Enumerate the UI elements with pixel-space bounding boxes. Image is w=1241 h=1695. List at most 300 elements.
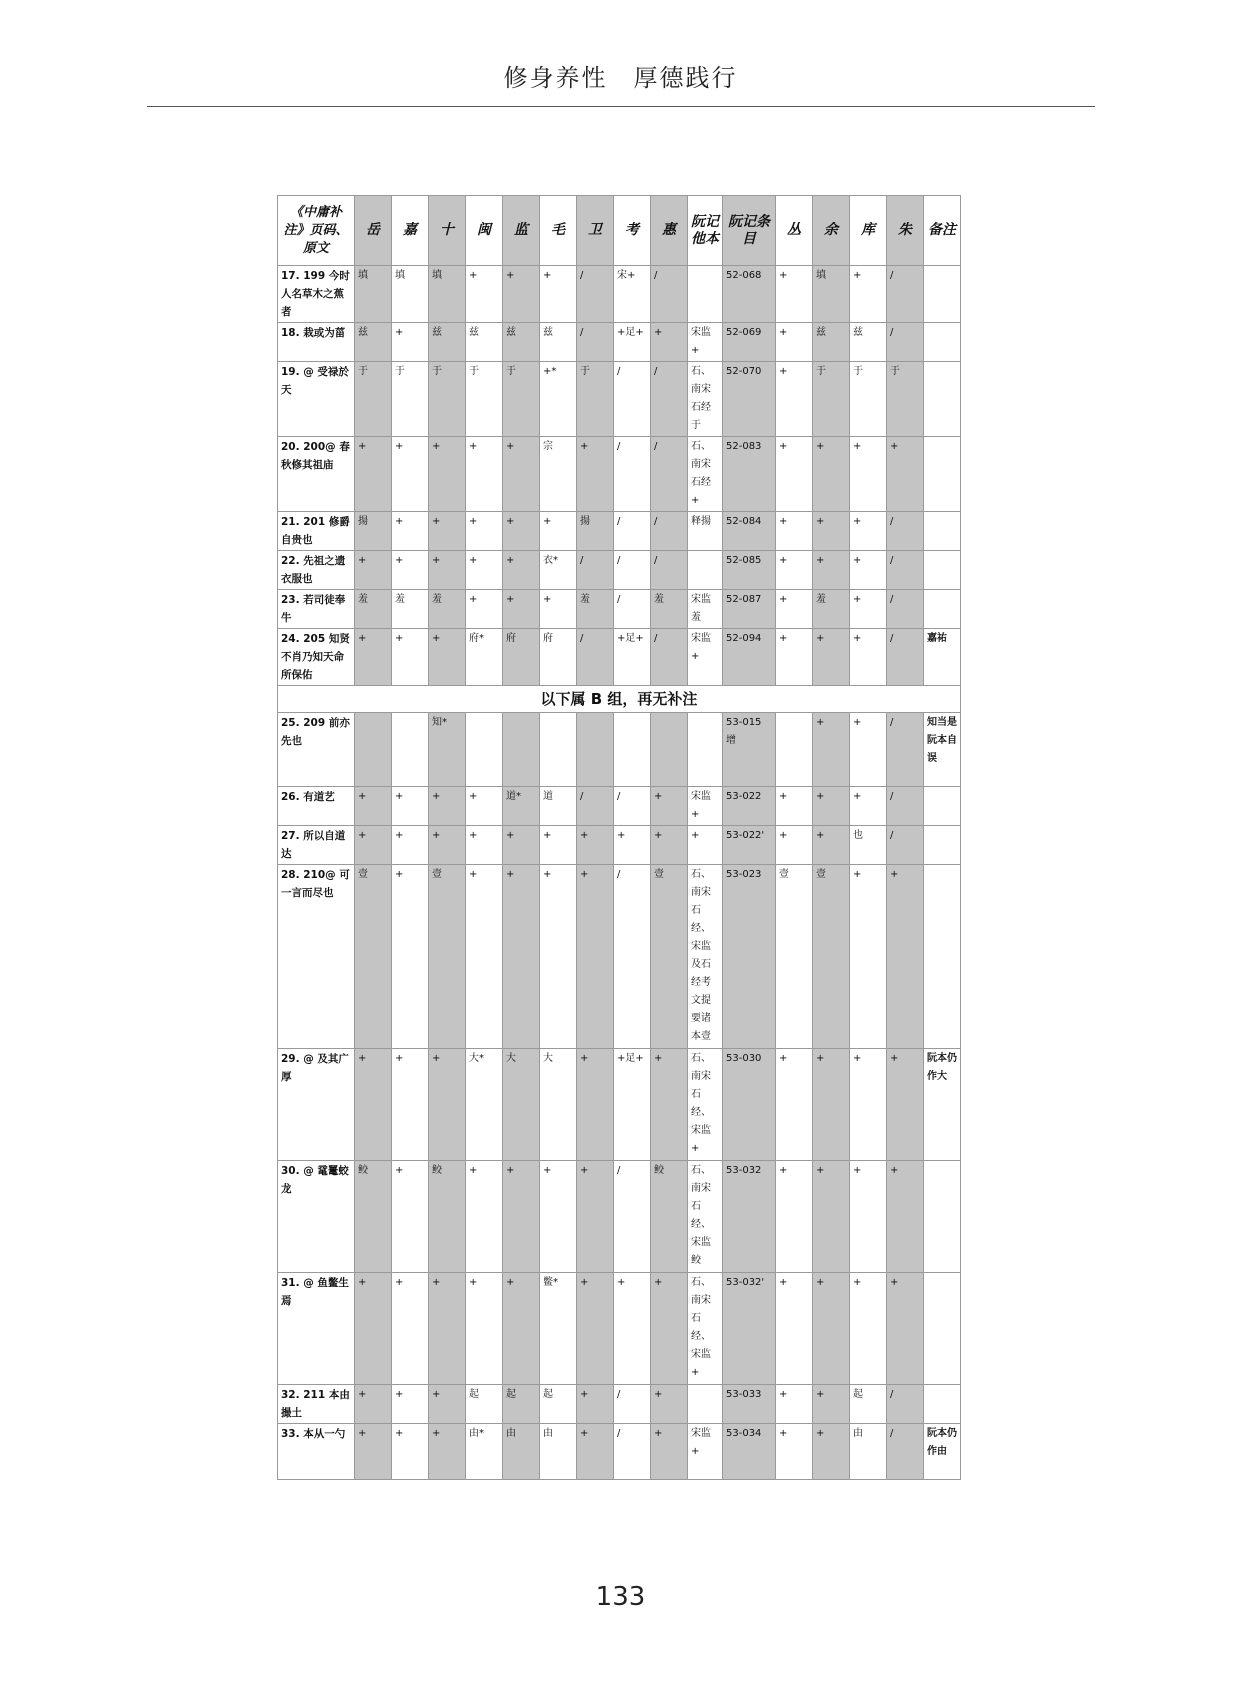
collation-cell: / xyxy=(651,512,688,551)
collation-cell: + xyxy=(503,826,540,865)
collation-cell: + xyxy=(577,1424,614,1480)
collation-cell: + xyxy=(392,551,429,590)
collation-cell: + xyxy=(813,551,850,590)
note-cell xyxy=(924,362,961,437)
collation-cell: 于 xyxy=(887,362,924,437)
table-row xyxy=(278,1273,961,1385)
note-cell xyxy=(924,1161,961,1273)
collation-cell: + xyxy=(540,1161,577,1273)
collation-cell: + xyxy=(540,512,577,551)
collation-cell: 羞 xyxy=(577,590,614,629)
collation-cell: 壹 xyxy=(813,865,850,1049)
note-cell xyxy=(924,437,961,512)
collation-cell: / xyxy=(614,437,651,512)
collation-cell: + xyxy=(850,512,887,551)
column-header: 余 xyxy=(813,196,850,266)
entry-cell: 24. 205 知贤不肖乃知天命所保佑 xyxy=(278,629,355,686)
collation-cell: 宋+ xyxy=(614,266,651,323)
collation-cell: 大 xyxy=(503,1049,540,1161)
collation-cell: 宋监+ xyxy=(688,323,723,362)
collation-cell: + xyxy=(887,1273,924,1385)
collation-cell: + xyxy=(776,1273,813,1385)
collation-cell: / xyxy=(651,266,688,323)
entry-cell: 27. 所以自道达 xyxy=(278,826,355,865)
collation-cell: + xyxy=(776,266,813,323)
collation-cell: + xyxy=(614,826,651,865)
collation-cell: / xyxy=(577,551,614,590)
table-row xyxy=(278,1049,961,1161)
column-header: 惠 xyxy=(651,196,688,266)
collation-cell: 释揚 xyxy=(688,512,723,551)
collation-cell: + xyxy=(429,1049,466,1161)
collation-cell: + xyxy=(503,1273,540,1385)
collation-cell: + xyxy=(429,826,466,865)
collation-cell: 53-023 xyxy=(723,865,776,1049)
column-header: 监 xyxy=(503,196,540,266)
collation-cell: + xyxy=(850,437,887,512)
collation-cell: + xyxy=(776,590,813,629)
table-row xyxy=(278,323,961,362)
collation-cell: + xyxy=(392,437,429,512)
collation-cell: 兹 xyxy=(540,323,577,362)
collation-cell: + xyxy=(850,787,887,826)
collation-cell: + xyxy=(887,1161,924,1273)
note-cell xyxy=(924,266,961,323)
note-cell xyxy=(924,512,961,551)
collation-cell: 兹 xyxy=(466,323,503,362)
collation-cell: 府* xyxy=(466,629,503,686)
entry-cell: 26. 有道艺 xyxy=(278,787,355,826)
group-a-rows xyxy=(278,266,961,686)
collation-cell: + xyxy=(651,1385,688,1424)
entry-cell: 31. @ 鱼鳖生焉 xyxy=(278,1273,355,1385)
note-cell xyxy=(924,551,961,590)
collation-cell: + xyxy=(651,826,688,865)
collation-cell: + xyxy=(503,865,540,1049)
page-number: 133 xyxy=(595,1582,646,1612)
collation-cell: / xyxy=(887,323,924,362)
collation-cell: + xyxy=(355,1049,392,1161)
collation-cell: 53-022' xyxy=(723,826,776,865)
collation-cell: 壹 xyxy=(776,865,813,1049)
collation-cell: 兹 xyxy=(429,323,466,362)
collation-cell: + xyxy=(651,787,688,826)
collation-cell: 于 xyxy=(429,362,466,437)
note-cell xyxy=(924,1273,961,1385)
table-row xyxy=(278,437,961,512)
collation-cell: 填 xyxy=(355,266,392,323)
collation-cell: + xyxy=(466,512,503,551)
table-row xyxy=(278,512,961,551)
collation-cell: + xyxy=(577,1385,614,1424)
collation-cell: 53-033 xyxy=(723,1385,776,1424)
running-head-left: 修身养性 xyxy=(503,64,608,92)
table-row xyxy=(278,787,961,826)
collation-cell: 揚 xyxy=(355,512,392,551)
note-cell: 知当是阮本自误 xyxy=(924,713,961,787)
table-row xyxy=(278,713,961,787)
collation-cell: / xyxy=(651,437,688,512)
collation-cell: + xyxy=(429,787,466,826)
collation-cell xyxy=(688,1385,723,1424)
collation-cell: 于 xyxy=(813,362,850,437)
collation-cell: + xyxy=(466,590,503,629)
collation-cell: + xyxy=(429,1273,466,1385)
collation-cell: / xyxy=(614,512,651,551)
collation-cell: + xyxy=(355,787,392,826)
entry-cell: 32. 211 本由撮土 xyxy=(278,1385,355,1424)
collation-cell: 石、南宋石经、宋监及石经考文提要诸本壹 xyxy=(688,865,723,1049)
collation-cell: 53-030 xyxy=(723,1049,776,1161)
note-cell: 阮本仍作由 xyxy=(924,1424,961,1480)
collation-cell: 52-087 xyxy=(723,590,776,629)
table-row xyxy=(278,826,961,865)
collation-cell: + xyxy=(466,787,503,826)
column-header: 朱 xyxy=(887,196,924,266)
collation-cell: + xyxy=(776,323,813,362)
collation-cell: 大* xyxy=(466,1049,503,1161)
collation-cell: + xyxy=(392,865,429,1049)
collation-cell: 石、南宋石经+ xyxy=(688,437,723,512)
collation-cell: + xyxy=(392,629,429,686)
collation-cell: / xyxy=(651,629,688,686)
table-row xyxy=(278,1161,961,1273)
collation-table xyxy=(277,195,961,1480)
collation-cell xyxy=(577,713,614,787)
collation-cell: + xyxy=(651,1424,688,1480)
collation-cell: + xyxy=(392,787,429,826)
collation-cell: + xyxy=(813,1161,850,1273)
collation-cell xyxy=(651,713,688,787)
collation-cell: + xyxy=(540,826,577,865)
collation-cell: + xyxy=(540,865,577,1049)
note-cell xyxy=(924,590,961,629)
collation-cell: 羞 xyxy=(813,590,850,629)
collation-cell: / xyxy=(577,323,614,362)
collation-cell: 填 xyxy=(813,266,850,323)
collation-cell: 兹 xyxy=(813,323,850,362)
collation-cell: + xyxy=(355,1385,392,1424)
collation-cell: 宗 xyxy=(540,437,577,512)
collation-cell: + xyxy=(429,512,466,551)
note-cell: 阮本仍作大 xyxy=(924,1049,961,1161)
collation-cell: + xyxy=(503,590,540,629)
table-row xyxy=(278,551,961,590)
collation-cell xyxy=(776,713,813,787)
table-row xyxy=(278,629,961,686)
group-b-rows xyxy=(278,713,961,1480)
collation-cell: + xyxy=(614,1273,651,1385)
collation-cell xyxy=(688,551,723,590)
entry-cell: 21. 201 修爵自贵也 xyxy=(278,512,355,551)
collation-cell: 由* xyxy=(466,1424,503,1480)
collation-cell: 鳖* xyxy=(540,1273,577,1385)
collation-cell: + xyxy=(503,551,540,590)
collation-cell: 起 xyxy=(850,1385,887,1424)
collation-cell: + xyxy=(503,1161,540,1273)
collation-cell: 府 xyxy=(540,629,577,686)
collation-cell: 于 xyxy=(850,362,887,437)
collation-cell: 羞 xyxy=(651,590,688,629)
table-row xyxy=(278,865,961,1049)
collation-cell: + xyxy=(850,1049,887,1161)
collation-cell: 衣* xyxy=(540,551,577,590)
collation-cell: 53-022 xyxy=(723,787,776,826)
collation-cell: 宋监羞 xyxy=(688,590,723,629)
collation-cell: + xyxy=(429,629,466,686)
collation-cell: / xyxy=(887,266,924,323)
header-rule xyxy=(147,106,1095,107)
collation-cell: 壹 xyxy=(651,865,688,1049)
collation-cell: + xyxy=(540,266,577,323)
collation-cell: / xyxy=(614,551,651,590)
collation-cell: / xyxy=(614,787,651,826)
collation-cell: 53-034 xyxy=(723,1424,776,1480)
collation-cell: 起 xyxy=(466,1385,503,1424)
collation-cell: 由 xyxy=(850,1424,887,1480)
collation-cell: 石、南宋石经、宋监+ xyxy=(688,1049,723,1161)
collation-cell: + xyxy=(776,1049,813,1161)
collation-cell xyxy=(503,713,540,787)
collation-cell: + xyxy=(577,437,614,512)
collation-cell: 由 xyxy=(540,1424,577,1480)
header-row xyxy=(278,196,961,266)
collation-cell: + xyxy=(850,1161,887,1273)
collation-cell: + xyxy=(850,266,887,323)
collation-cell: + xyxy=(887,1049,924,1161)
collation-cell: 府 xyxy=(503,629,540,686)
collation-cell: 于 xyxy=(355,362,392,437)
collation-cell: 兹 xyxy=(850,323,887,362)
collation-cell: 于 xyxy=(466,362,503,437)
collation-cell: / xyxy=(887,590,924,629)
collation-cell: 石、南宋石经于 xyxy=(688,362,723,437)
collation-cell: + xyxy=(392,1273,429,1385)
collation-cell: + xyxy=(577,826,614,865)
column-header: 备注 xyxy=(924,196,961,266)
collation-cell: +足+ xyxy=(614,1049,651,1161)
collation-cell: 起 xyxy=(503,1385,540,1424)
collation-cell: 于 xyxy=(577,362,614,437)
collation-cell: / xyxy=(887,787,924,826)
table-row xyxy=(278,1424,961,1480)
collation-cell: + xyxy=(850,551,887,590)
collation-cell: / xyxy=(577,266,614,323)
collation-cell: + xyxy=(392,826,429,865)
collation-cell: + xyxy=(850,629,887,686)
collation-cell: + xyxy=(776,551,813,590)
entry-cell: 22. 先祖之遗衣服也 xyxy=(278,551,355,590)
collation-cell: 壹 xyxy=(355,865,392,1049)
collation-cell: + xyxy=(850,590,887,629)
collation-cell: + xyxy=(392,512,429,551)
column-header: 丛 xyxy=(776,196,813,266)
entry-cell: 17. 199 今时人名草木之蕉者 xyxy=(278,266,355,323)
collation-cell: 52-070 xyxy=(723,362,776,437)
collation-cell: / xyxy=(887,713,924,787)
collation-cell: + xyxy=(776,437,813,512)
collation-cell: + xyxy=(813,1049,850,1161)
collation-cell: / xyxy=(651,551,688,590)
group-divider: 以下属 B 组，再无补注 xyxy=(278,686,961,713)
collation-cell: + xyxy=(466,1161,503,1273)
collation-cell: 宋监+ xyxy=(688,1424,723,1480)
collation-cell xyxy=(466,713,503,787)
collation-cell: + xyxy=(813,787,850,826)
collation-cell: +* xyxy=(540,362,577,437)
collation-cell: 鲛 xyxy=(651,1161,688,1273)
collation-cell: 兹 xyxy=(355,323,392,362)
collation-cell: + xyxy=(355,1273,392,1385)
column-header: 阮记条目 xyxy=(723,196,776,266)
collation-cell: / xyxy=(614,362,651,437)
column-header: 考 xyxy=(614,196,651,266)
entry-cell: 30. @ 鼋鼍蛟龙 xyxy=(278,1161,355,1273)
collation-cell: + xyxy=(813,437,850,512)
collation-cell: + xyxy=(850,865,887,1049)
entry-cell: 25. 209 前亦先也 xyxy=(278,713,355,787)
collation-cell: 揚 xyxy=(577,512,614,551)
collation-cell: 石、南宋石经、宋监+ xyxy=(688,1273,723,1385)
note-cell: 嘉祐 xyxy=(924,629,961,686)
collation-cell: 道 xyxy=(540,787,577,826)
collation-cell: + xyxy=(355,826,392,865)
collation-cell: 填 xyxy=(429,266,466,323)
collation-cell: + xyxy=(776,629,813,686)
collation-cell: + xyxy=(466,551,503,590)
collation-cell: / xyxy=(651,362,688,437)
collation-cell: + xyxy=(577,865,614,1049)
running-head xyxy=(0,58,1241,93)
entry-cell: 19. @ 受禄於天 xyxy=(278,362,355,437)
collation-cell: + xyxy=(355,1424,392,1480)
table-row xyxy=(278,266,961,323)
collation-cell: + xyxy=(503,437,540,512)
column-header: 阮记他本 xyxy=(688,196,723,266)
collation-cell: 壹 xyxy=(429,865,466,1049)
collation-cell: 52-094 xyxy=(723,629,776,686)
collation-cell: + xyxy=(392,1049,429,1161)
collation-cell: + xyxy=(355,437,392,512)
collation-cell: + xyxy=(813,1273,850,1385)
collation-cell: + xyxy=(392,1161,429,1273)
collation-cell: / xyxy=(887,1424,924,1480)
collation-cell: 于 xyxy=(503,362,540,437)
collation-cell: + xyxy=(813,1424,850,1480)
collation-cell: / xyxy=(577,629,614,686)
collation-cell: / xyxy=(614,865,651,1049)
collation-cell xyxy=(355,713,392,787)
collation-cell: + xyxy=(577,1161,614,1273)
collation-cell: 鲛 xyxy=(429,1161,466,1273)
collation-cell: 52-083 xyxy=(723,437,776,512)
collation-cell: + xyxy=(776,826,813,865)
column-header: 岳 xyxy=(355,196,392,266)
collation-cell: / xyxy=(887,551,924,590)
table-row xyxy=(278,590,961,629)
collation-cell: 羞 xyxy=(355,590,392,629)
collation-cell xyxy=(540,713,577,787)
column-header: 库 xyxy=(850,196,887,266)
collation-cell: + xyxy=(651,1049,688,1161)
collation-cell: / xyxy=(614,1161,651,1273)
collation-cell: + xyxy=(577,1273,614,1385)
collation-cell: + xyxy=(429,1385,466,1424)
collation-cell: + xyxy=(813,512,850,551)
collation-cell: / xyxy=(887,629,924,686)
collation-cell: + xyxy=(813,629,850,686)
collation-cell: 知* xyxy=(429,713,466,787)
collation-cell: +足+ xyxy=(614,629,651,686)
note-cell xyxy=(924,323,961,362)
entry-cell: 23. 若司徒奉牛 xyxy=(278,590,355,629)
collation-cell: / xyxy=(577,787,614,826)
collation-cell: + xyxy=(776,1424,813,1480)
note-cell xyxy=(924,787,961,826)
collation-cell: + xyxy=(813,826,850,865)
collation-cell: 填 xyxy=(392,266,429,323)
collation-cell: / xyxy=(887,512,924,551)
collation-cell: / xyxy=(614,590,651,629)
collation-cell xyxy=(614,713,651,787)
collation-cell: 宋监+ xyxy=(688,787,723,826)
collation-cell: 兹 xyxy=(503,323,540,362)
collation-cell: + xyxy=(466,266,503,323)
collation-cell: 于 xyxy=(392,362,429,437)
note-cell xyxy=(924,826,961,865)
collation-cell: 大 xyxy=(540,1049,577,1161)
column-header: 毛 xyxy=(540,196,577,266)
collation-cell: 52-069 xyxy=(723,323,776,362)
collation-cell: / xyxy=(614,1385,651,1424)
collation-cell: 53-032 xyxy=(723,1161,776,1273)
column-header: 《中庸补注》页码、原文 xyxy=(278,196,355,266)
column-header: 闽 xyxy=(466,196,503,266)
collation-cell: + xyxy=(355,629,392,686)
collation-cell: + xyxy=(776,1385,813,1424)
collation-cell: 也 xyxy=(850,826,887,865)
collation-cell: +足+ xyxy=(614,323,651,362)
collation-cell: + xyxy=(466,437,503,512)
collation-cell: 由 xyxy=(503,1424,540,1480)
running-head-right: 厚德践行 xyxy=(633,64,738,92)
collation-cell: + xyxy=(392,1424,429,1480)
entry-cell: 33. 本从一勺 xyxy=(278,1424,355,1480)
column-header: 卫 xyxy=(577,196,614,266)
collation-cell: + xyxy=(577,1049,614,1161)
collation-cell: + xyxy=(392,323,429,362)
collation-cell: 羞 xyxy=(392,590,429,629)
collation-cell: + xyxy=(813,1385,850,1424)
collation-cell: 53-015 增 xyxy=(723,713,776,787)
column-header: 嘉 xyxy=(392,196,429,266)
collation-cell: + xyxy=(355,551,392,590)
entry-cell: 18. 栽或为菑 xyxy=(278,323,355,362)
collation-cell: 石、南宋石经、宋监鲛 xyxy=(688,1161,723,1273)
group-divider-row xyxy=(278,686,961,713)
collation-cell: + xyxy=(887,865,924,1049)
table-row xyxy=(278,362,961,437)
collation-cell: / xyxy=(614,1424,651,1480)
note-cell xyxy=(924,865,961,1049)
collation-cell: + xyxy=(688,826,723,865)
entry-cell: 28. 210@ 可一言而尽也 xyxy=(278,865,355,1049)
collation-cell: + xyxy=(850,1273,887,1385)
collation-cell: + xyxy=(813,713,850,787)
entry-cell: 29. @ 及其广厚 xyxy=(278,1049,355,1161)
collation-cell: + xyxy=(651,1273,688,1385)
entry-cell: 20. 200@ 春秋修其祖庙 xyxy=(278,437,355,512)
